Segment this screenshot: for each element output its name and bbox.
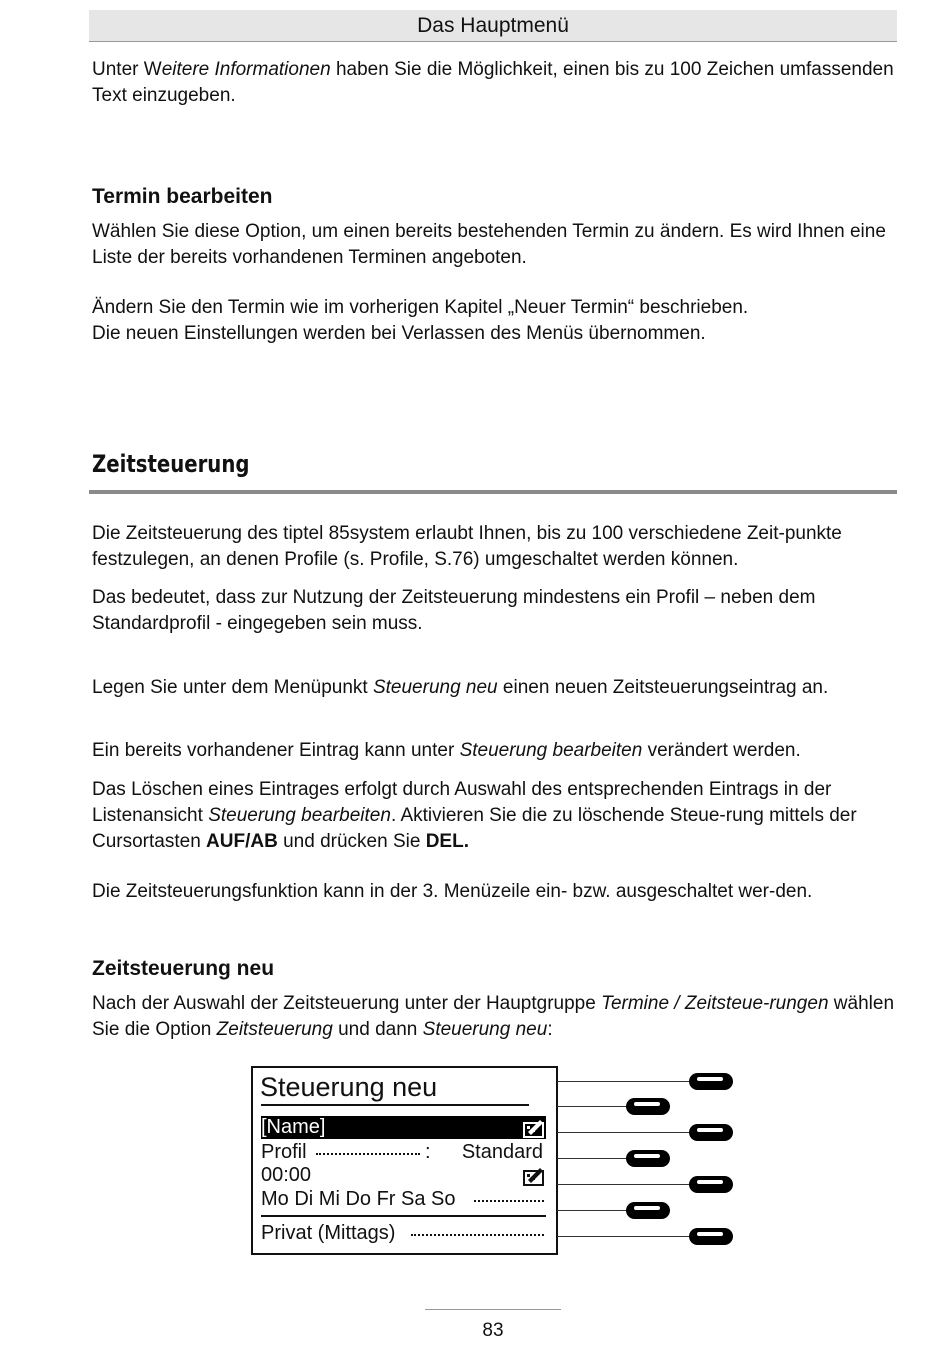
softkey-right-4[interactable] xyxy=(689,1228,733,1245)
intro-text-a: Unter W xyxy=(92,59,162,80)
phone-display xyxy=(251,1066,558,1255)
p5-key-aufab: AUF/AB xyxy=(206,831,278,852)
termin-bearbeiten-p2 xyxy=(92,295,897,347)
softkey-right-3[interactable] xyxy=(689,1176,733,1193)
zn-text-b: wählen Sie die Option xyxy=(92,993,895,1040)
zn-emphasis-2: Zeitsteuerung xyxy=(216,1019,333,1040)
p3-text-b: einen neuen Zeitsteuerungseintrag an. xyxy=(497,677,829,698)
p5-text-b: . Aktivieren Sie die zu löschende Steue-rung mittels der Cursortasten xyxy=(92,805,857,852)
zn-text-d: : xyxy=(547,1019,553,1040)
intro-emphasis: eitere Informationen xyxy=(161,59,331,80)
softkey-line-2 xyxy=(557,1106,632,1107)
p5-text-c: und drücken Sie xyxy=(277,831,426,852)
heading-zeitsteuerung-neu: Zeitsteuerung neu xyxy=(92,957,275,980)
p5-text-a: Das Löschen eines Eintrages erfolgt durch Auswahl des entsprechenden Eintrags in der Listenansicht xyxy=(92,779,832,826)
p5-key-del: DEL. xyxy=(425,831,469,852)
display-profile2-value: Privat (Mittags) xyxy=(261,1222,396,1244)
termin-bearbeiten-p2-line1: Ändern Sie den Termin wie im vorherigen Kapitel „Neuer Termin“ beschrieben. xyxy=(92,297,749,318)
display-time-value: 00:00 xyxy=(261,1164,312,1186)
display-title: Steuerung neu xyxy=(260,1072,438,1102)
zeitsteuerung-p6: Die Zeitsteuerungsfunktion kann in der 3. Menüzeile ein- bzw. ausgeschaltet wer-den. xyxy=(92,881,813,902)
display-row-name-label: [Name] xyxy=(261,1116,326,1138)
display-row-profile2[interactable] xyxy=(261,1222,546,1245)
p5-emphasis: Steuerung bearbeiten xyxy=(208,805,391,826)
softkey-line-5 xyxy=(557,1184,697,1185)
p3-text-a: Legen Sie unter dem Menüpunkt xyxy=(92,677,373,698)
leader-dots xyxy=(474,1188,544,1202)
softkey-left-3[interactable] xyxy=(626,1202,670,1219)
display-row-profil[interactable] xyxy=(261,1141,546,1164)
display-title-rule xyxy=(261,1104,529,1106)
p4-text-b: verändert werden. xyxy=(642,740,801,761)
display-row-name[interactable] xyxy=(261,1116,546,1139)
page-header xyxy=(89,10,897,42)
display-profil-colon: : xyxy=(425,1141,431,1163)
softkey-left-2[interactable] xyxy=(626,1150,670,1167)
heading-zeitsteuerung: Zeitsteuerung xyxy=(92,450,250,478)
softkey-right-1[interactable] xyxy=(689,1073,733,1090)
leader-dots xyxy=(411,1222,544,1236)
softkey-line-1 xyxy=(557,1081,697,1082)
heading-termin-bearbeiten: Termin bearbeiten xyxy=(92,185,273,208)
softkey-line-4 xyxy=(557,1158,632,1159)
zn-emphasis-1: Termine / Zeitsteue-rungen xyxy=(601,993,829,1014)
termin-bearbeiten-p1: Wählen Sie diese Option, um einen bereits bestehenden Termin zu ändern. Es wird Ihnen eine Liste der bereits vorhandenen Terminen angeboten. xyxy=(92,221,886,268)
p4-text-a: Ein bereits vorhandener Eintrag kann unter xyxy=(92,740,460,761)
zeitsteuerung-p1: Die Zeitsteuerung des tiptel 85system erlaubt Ihnen, bis zu 100 verschiedene Zeit-punkte festzulegen, an denen Profile (s. Profile, S.76) umgeschaltet werden können. xyxy=(92,523,842,570)
display-days-value: Mo Di Mi Do Fr Sa So xyxy=(261,1188,456,1210)
edit-icon xyxy=(523,1117,545,1138)
display-row-days[interactable] xyxy=(261,1188,546,1211)
softkey-line-7 xyxy=(557,1236,697,1237)
footer-rule xyxy=(425,1309,561,1310)
intro-text-b: haben Sie die Möglichkeit, einen bis zu 100 Zeichen umfassenden Text einzugeben. xyxy=(92,59,894,106)
display-separator xyxy=(261,1215,546,1217)
zn-text-c: und dann xyxy=(332,1019,423,1040)
display-row-time[interactable] xyxy=(261,1164,546,1187)
zeitsteuerung-p5 xyxy=(92,777,897,855)
edit-icon xyxy=(523,1165,545,1186)
intro-paragraph xyxy=(92,57,897,109)
p4-emphasis: Steuerung bearbeiten xyxy=(459,740,643,761)
termin-bearbeiten-p2-line2: Die neuen Einstellungen werden bei Verlassen des Menüs übernommen. xyxy=(92,323,706,344)
leader-dots xyxy=(316,1141,420,1155)
softkey-line-6 xyxy=(557,1210,632,1211)
section-rule xyxy=(89,490,897,494)
zeitsteuerung-p3 xyxy=(92,675,897,701)
softkey-left-1[interactable] xyxy=(626,1098,670,1115)
display-profil-label: Profil xyxy=(261,1141,307,1163)
zn-text-a: Nach der Auswahl der Zeitsteuerung unter der Hauptgruppe xyxy=(92,993,602,1014)
zeitsteuerung-p4 xyxy=(92,738,897,764)
display-profil-value: Standard xyxy=(461,1141,543,1163)
softkey-right-2[interactable] xyxy=(689,1124,733,1141)
header-title: Das Hauptmenü xyxy=(417,14,569,37)
zeitsteuerung-neu-paragraph xyxy=(92,991,897,1043)
zeitsteuerung-p2: Das bedeutet, dass zur Nutzung der Zeitsteuerung mindestens ein Profil – neben dem Standardprofil - eingegeben sein muss. xyxy=(92,587,816,634)
p3-emphasis: Steuerung neu xyxy=(372,677,498,698)
page-number: 83 xyxy=(482,1320,504,1341)
softkey-line-3 xyxy=(557,1132,697,1133)
zn-emphasis-3: Steuerung neu xyxy=(422,1019,548,1040)
